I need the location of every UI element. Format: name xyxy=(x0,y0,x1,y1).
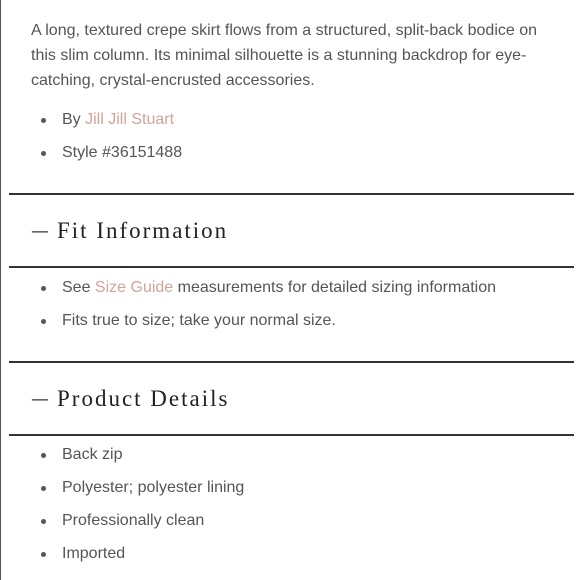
bullet-icon xyxy=(41,118,46,123)
minus-icon[interactable]: — xyxy=(31,220,49,242)
list-item xyxy=(41,444,561,477)
list-item-brand xyxy=(41,109,561,142)
bullet-icon xyxy=(41,486,46,491)
section-divider xyxy=(9,266,574,268)
fit-information-title: Fit Information xyxy=(57,218,229,243)
section-divider xyxy=(9,361,574,363)
minus-icon[interactable]: — xyxy=(31,388,49,410)
product-details-title: Product Details xyxy=(57,386,230,411)
bullet-icon xyxy=(41,519,46,524)
size-prefix: See xyxy=(62,279,95,296)
section-divider xyxy=(9,193,574,195)
fit-note: Fits true to size; take your normal size. xyxy=(62,312,336,329)
detail-text: Professionally clean xyxy=(62,512,205,529)
list-item-fit-note xyxy=(41,310,561,343)
size-suffix: measurements for detailed sizing information xyxy=(173,279,497,296)
overview-list xyxy=(41,109,561,175)
fit-information-list xyxy=(41,277,561,343)
list-item xyxy=(41,510,561,543)
detail-text: Polyester; polyester lining xyxy=(62,479,245,496)
product-details-header[interactable] xyxy=(31,384,229,414)
list-item-style xyxy=(41,142,561,175)
detail-text: Imported xyxy=(62,545,126,562)
brand-link[interactable]: Jill Jill Stuart xyxy=(85,111,175,128)
bullet-icon xyxy=(41,453,46,458)
product-description: A long, textured crepe skirt flows from a structured, split-back bodice on this slim column. Its minimal silhouette is a stunning backdrop for eye-catching, crystal-encrusted accessories. xyxy=(31,22,538,89)
bullet-icon xyxy=(41,151,46,156)
bullet-icon xyxy=(41,319,46,324)
bullet-icon xyxy=(41,552,46,557)
detail-text: Back zip xyxy=(62,446,123,463)
size-guide-link[interactable]: Size Guide xyxy=(94,279,174,296)
list-item-size-guide xyxy=(41,277,561,310)
section-divider xyxy=(9,434,574,436)
brand-prefix: By xyxy=(62,111,86,128)
bullet-icon xyxy=(41,286,46,291)
style-number: Style #36151488 xyxy=(62,144,183,161)
fit-information-header[interactable] xyxy=(31,216,228,246)
list-item xyxy=(41,477,561,510)
list-item xyxy=(41,543,561,576)
product-details-list xyxy=(41,444,561,576)
